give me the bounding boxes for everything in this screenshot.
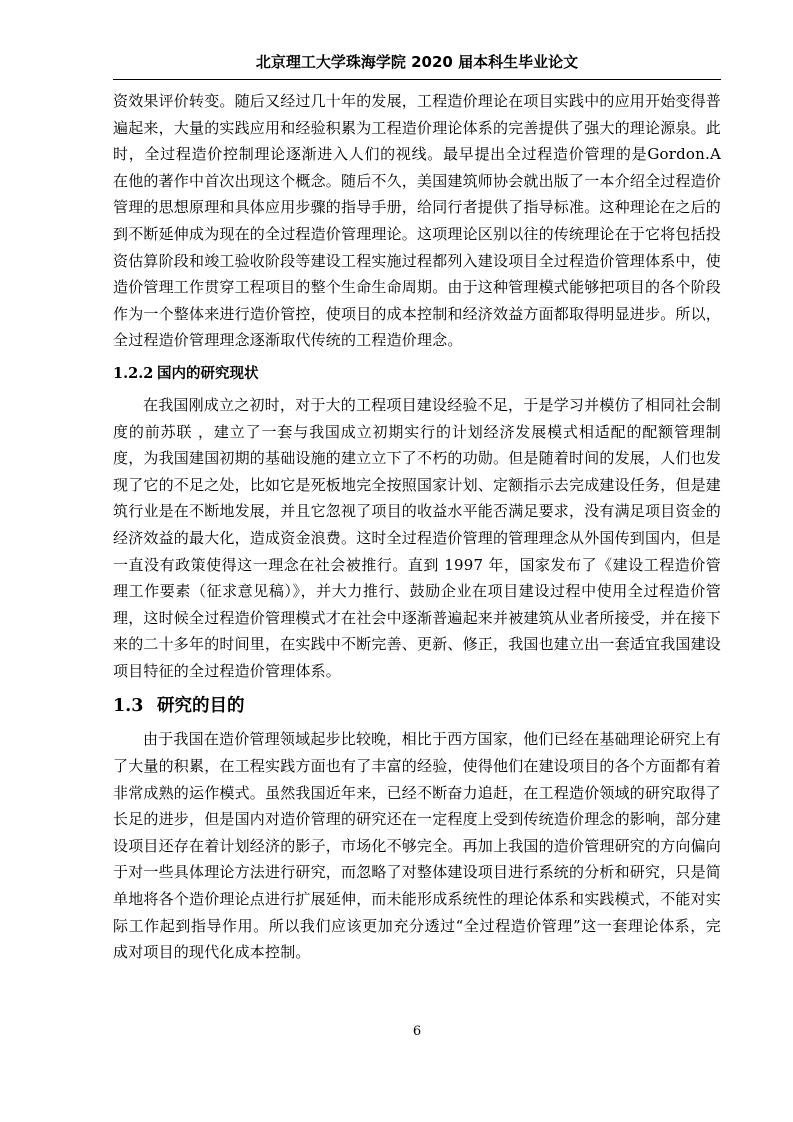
section-heading-1-3 bbox=[113, 692, 721, 720]
header-title: 北京理工大学珠海学院 2020 届本科生毕业论文 bbox=[255, 53, 579, 71]
page-number: 6 bbox=[412, 1024, 422, 1039]
paragraph-continuation: 资效果评价转变。随后又经过几十年的发展，工程造价理论在项目实践中的应用开始变得普遍起来，大量的实践应用和经验积累为工程造价理论体系的完善提供了强大的理论源泉。此时，全过程造价控制理论逐渐进入人们的视线。最早提出全过程造价管理的是Gordon.A 在他的著作中首次出现这个概念。随后不久，美国建筑师协会就出版了一本介绍全过程造价管理的思想原理和具体应用步骤的指导手册，给同行者提供了指导标准。这种理论在之后的到不断延伸成为现在的全过程造价管理理论。这项理论区别以往的传统理论在于它将包括投资估算阶段和竣工验收阶段等建设工程实施过程都列入建设项目全过程造价管理体系中，使造价管理工作贯穿工程项目的整个生命生命周期。由于这种管理模式能够把项目的各个阶段作为一个整体来进行造价管控，使项目的成本控制和经济效益方面都取得明显进步。所以，全过程造价管理理念逐渐取代传统的工程造价理念。 bbox=[113, 92, 722, 350]
page-content bbox=[113, 88, 721, 966]
paragraph-domestic-research: 在我国刚成立之初时，对于大的工程项目建设经验不足，于是学习并模仿了相同社会制度的前苏联 ，建立了一套与我国成立初期实行的计划经济发展模式相适配的配额管理制度，为我国建国初期的基础设施的建立立下了不朽的功勋。但是随着时间的发展，人们也发现了它的不足之处，比如它是死板地完全按照国家计划、定额指示去完成建设任务，但是建筑行业是在不断地发展，并且它忽视了项目的收益水平能否满足要求，没有满足项目资金的经济效益的最大化，造成资金浪费。这时全过程造价管理的管理理念从外国传到国内，但是一直没有政策使得这一理念在社会被推行。直到 1997 年，国家发布了《建设工程造价管理工作要素（征求意见稿）》，并大力推行、鼓励企业在项目建设过程中使用全过程造价管理，这时候全过程造价管理模式才在社会中逐渐普遍起来并被建筑从业者所接受，并在接下来的二十多年的时间里，在实践中不断完善、更新、修正，我国也建立出一套适宜我国建设项目特征的全过程造价管理体系。 bbox=[113, 395, 722, 680]
page-header bbox=[113, 52, 721, 72]
section-heading-1-2-2 bbox=[113, 362, 721, 386]
section-number: 1.2.2 bbox=[113, 364, 154, 382]
section-number: 1.3 bbox=[113, 696, 144, 717]
section-title: 研究的目的 bbox=[157, 696, 245, 717]
section-title: 国内的研究现状 bbox=[157, 365, 259, 382]
paragraph-research-purpose: 由于我国在造价管理领域起步比较晚，相比于西方国家，他们已经在基础理论研究上有了大量的积累，在工程实践方面也有了丰富的经验，使得他们在建设项目的各个方面都有着非常成熟的运作模式。虽然我国近年来，已经不断奋力追赶，在工程造价领域的研究取得了长足的进步，但是国内对造价管理的研究还在一定程度上受到传统造价理念的影响，部分建设项目还存在着计划经济的影子，市场化不够完全。再加上我国的造价管理研究的方向偏向于对一些具体理论方法进行研究，而忽略了对整体建设项目进行系统的分析和研究，只是简单地将各个造价理论点进行扩展延伸，而未能形成系统性的理论体系和实践模式，不能对实际工作起到指导作用。所以我们应该更加充分透过“全过程造价管理”这一套理论体系，完成对项目的现代化成本控制。 bbox=[113, 730, 722, 962]
header-divider bbox=[113, 79, 721, 80]
